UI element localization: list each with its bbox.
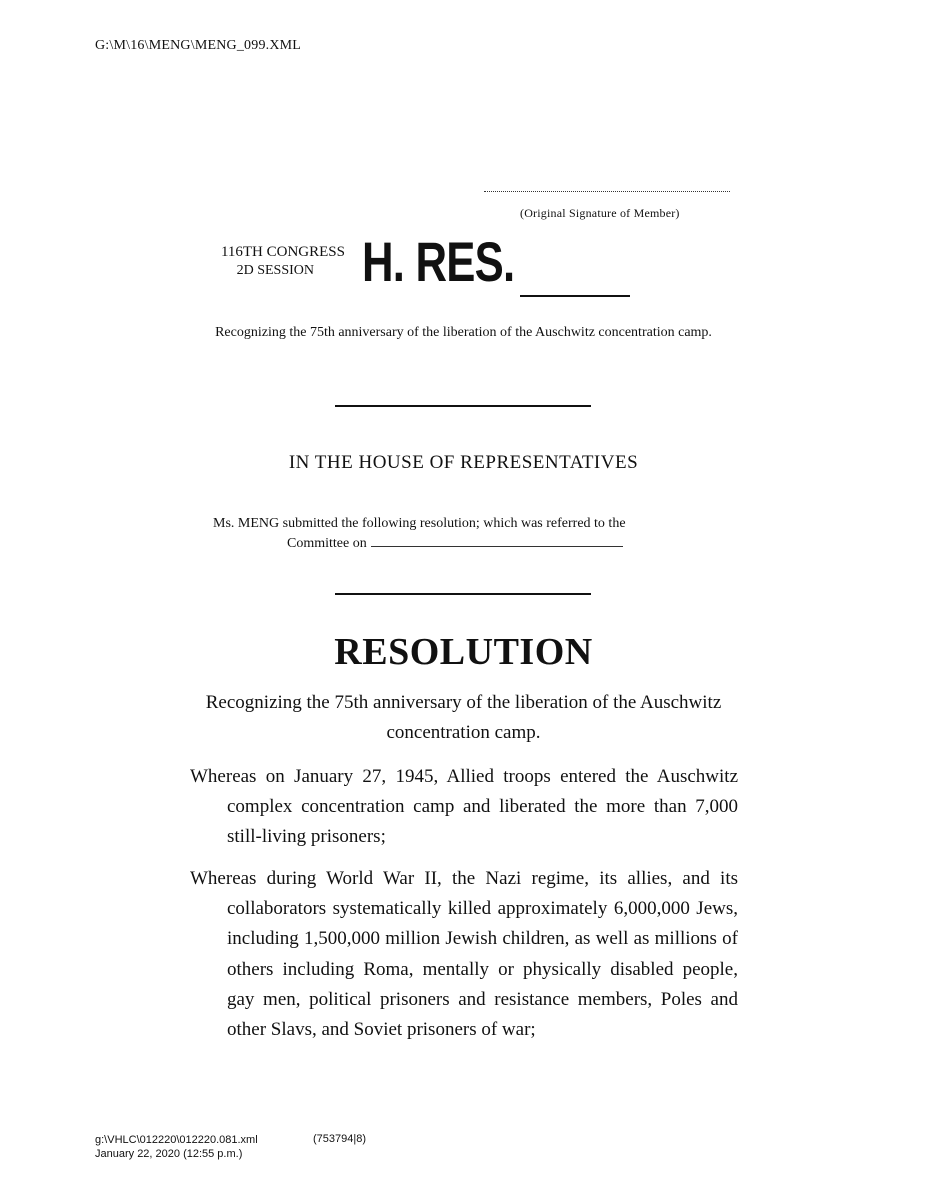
committee-blank — [371, 534, 623, 547]
divider — [335, 593, 591, 595]
committee-label: Committee on — [287, 536, 367, 551]
submission-statement — [213, 514, 733, 554]
congress-number: 116TH CONGRESS — [220, 244, 345, 260]
submission-line-1: Ms. MENG submitted the following resolution; which was referred to the — [213, 516, 626, 531]
signature-label: (Original Signature of Member) — [520, 206, 680, 220]
footer-xml-path: g:\VHLC\012220\012220.081.xml — [95, 1134, 258, 1146]
bill-type: H. RES. — [362, 230, 515, 293]
chamber-heading: IN THE HOUSE OF REPRESENTATIVES — [288, 452, 639, 473]
bill-number-blank — [520, 295, 630, 297]
whereas-clause: Whereas during World War II, the Nazi regime, its allies, and its collaborators systematically killed approximately 6,000,000 Jews, including 1,500,000 million Jewish children, as well as millions of others including Roma, mentally or physically disabled people, gay men, political prisoners and resistance members, Poles and other Slavs, and Soviet prisoners of war; — [190, 868, 738, 1041]
resolution-title: Recognizing the 75th anniversary of the liberation of the Auschwitz concentration camp. — [205, 692, 722, 743]
whereas-clause: Whereas on January 27, 1945, Allied troops entered the Auschwitz complex concentration camp and liberated the more than 7,000 still-living prisoners; — [190, 766, 738, 848]
resolution-heading: RESOLUTION — [334, 631, 593, 673]
session-number: 2D SESSION — [236, 263, 314, 278]
file-path: G:\M\16\MENG\MENG_099.XML — [95, 38, 302, 53]
footer-code: (753794|8) — [313, 1133, 367, 1145]
signature-line — [484, 186, 730, 192]
short-title: Recognizing the 75th anniversary of the liberation of the Auschwitz concentration camp. — [215, 325, 712, 340]
divider — [335, 405, 591, 407]
submission-line-2 — [213, 534, 733, 554]
footer-timestamp: January 22, 2020 (12:55 p.m.) — [95, 1148, 243, 1160]
